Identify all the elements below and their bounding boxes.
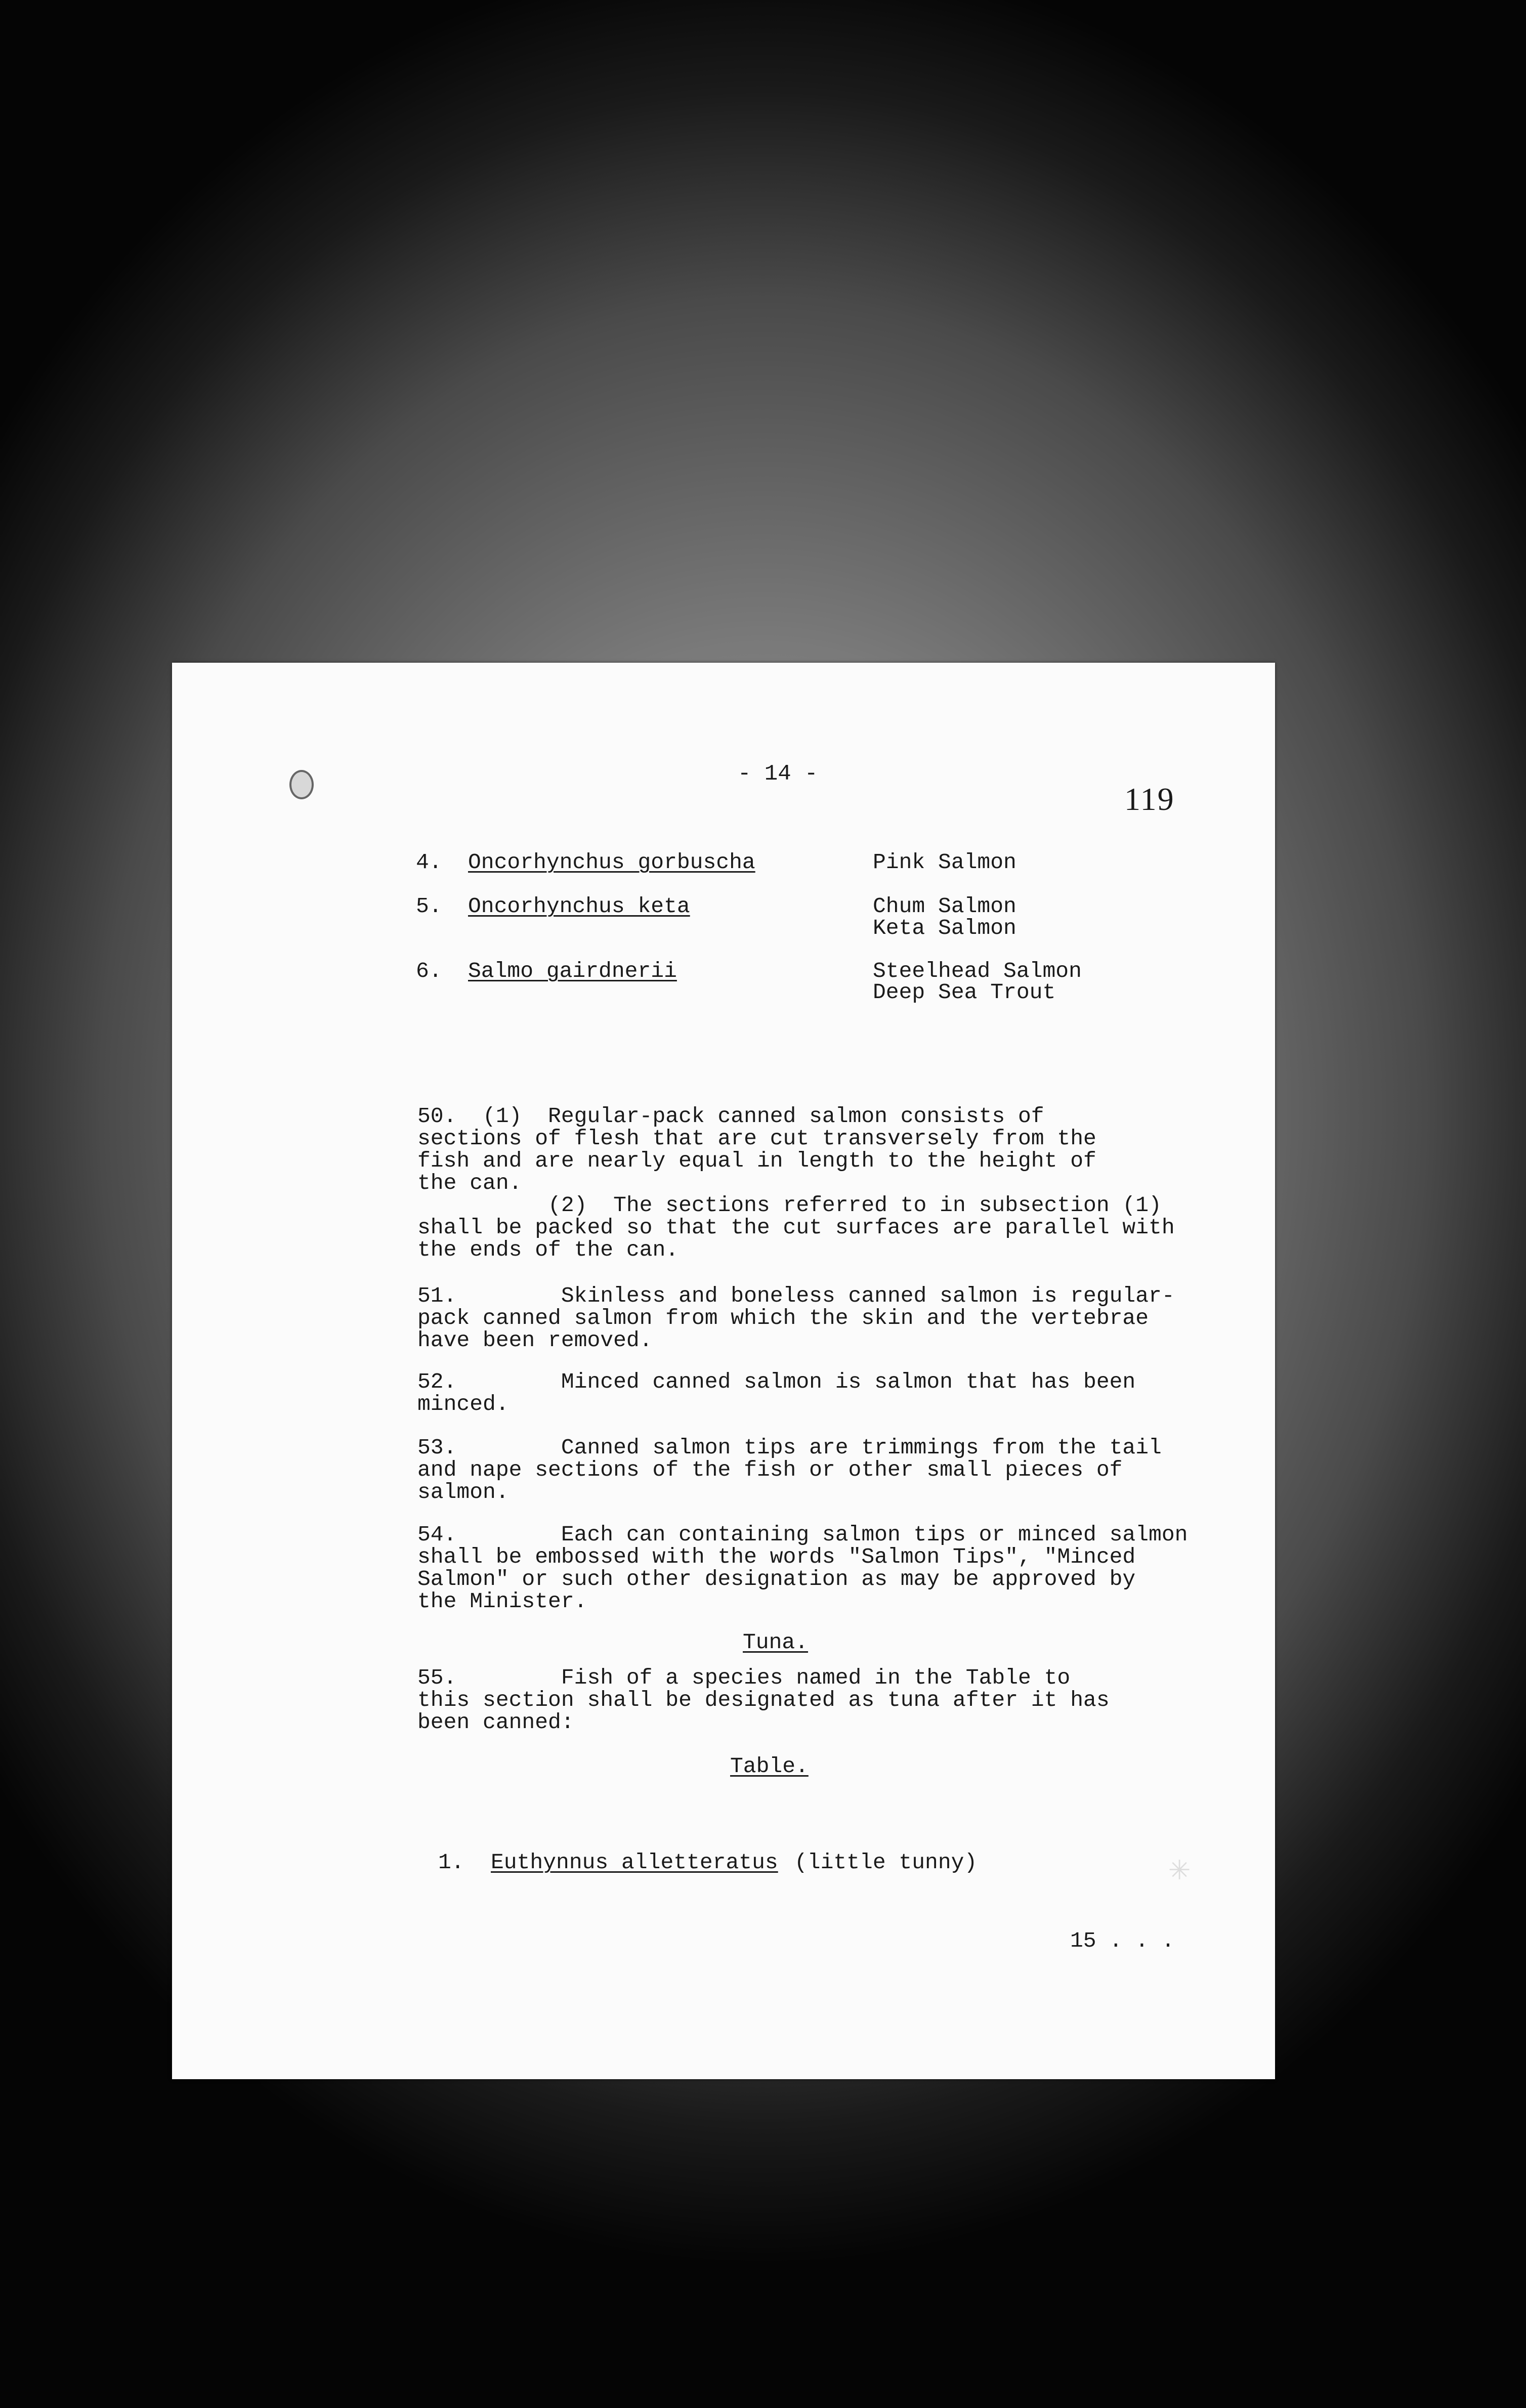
species-common-name: Chum Salmon	[873, 894, 1016, 919]
species-scientific-name: Oncorhynchus gorbuscha	[468, 850, 755, 875]
paragraph-53: 53. Canned salmon tips are trimmings from the tail and nape sections of the fish or other small pieces of salmon.	[417, 1435, 1162, 1504]
ink-speck-icon: ✳	[1169, 1851, 1191, 1890]
species-scientific-name: Salmo gairdnerii	[468, 959, 677, 983]
table-heading: Table.	[730, 1754, 809, 1779]
paragraph-52: 52. Minced canned salmon is salmon that has been minced.	[417, 1369, 1136, 1416]
species-scientific-name: Oncorhynchus keta	[468, 894, 690, 919]
paragraph-55: 55. Fish of a species named in the Table to this section shall be designated as tuna after it has been canned:	[417, 1665, 1110, 1735]
table-entry-scientific-name: Euthynnus alletteratus	[491, 1850, 778, 1875]
species-common-name: Pink Salmon	[873, 850, 1016, 875]
paragraph-54: 54. Each can containing salmon tips or minced salmon shall be embossed with the words "Salmon Tips", "Minced Salmon" or such other designation as may be approved by the Minister.	[417, 1522, 1188, 1614]
paragraph-51: 51. Skinless and boneless canned salmon is regular- pack canned salmon from which the skin and the vertebrae have been removed.	[417, 1283, 1175, 1353]
continuation-marker: 15 . . .	[1070, 1928, 1175, 1953]
species-common-name: Deep Sea Trout	[873, 980, 1056, 1005]
table-entry-number: 1.	[438, 1850, 464, 1875]
paragraph-50: 50. (1) Regular-pack canned salmon consists of sections of flesh that are cut transversely from the fish and are nearly equal in length to the height of the can. (2) The sections referred to in subsection (1) shall be packed so that the cut surfaces are parallel with the ends of the can.	[417, 1104, 1175, 1262]
species-common-name: Steelhead Salmon	[873, 959, 1082, 983]
punch-hole-icon	[289, 770, 314, 799]
tuna-heading: Tuna.	[743, 1630, 809, 1655]
species-number: 6.	[416, 959, 442, 983]
folio-number: 119	[1124, 781, 1175, 817]
table-entry-common-name: (little tunny)	[794, 1850, 978, 1875]
species-number: 4.	[416, 850, 442, 875]
species-number: 5.	[416, 894, 442, 919]
page-number: - 14 -	[738, 761, 818, 787]
species-common-name: Keta Salmon	[873, 916, 1016, 940]
